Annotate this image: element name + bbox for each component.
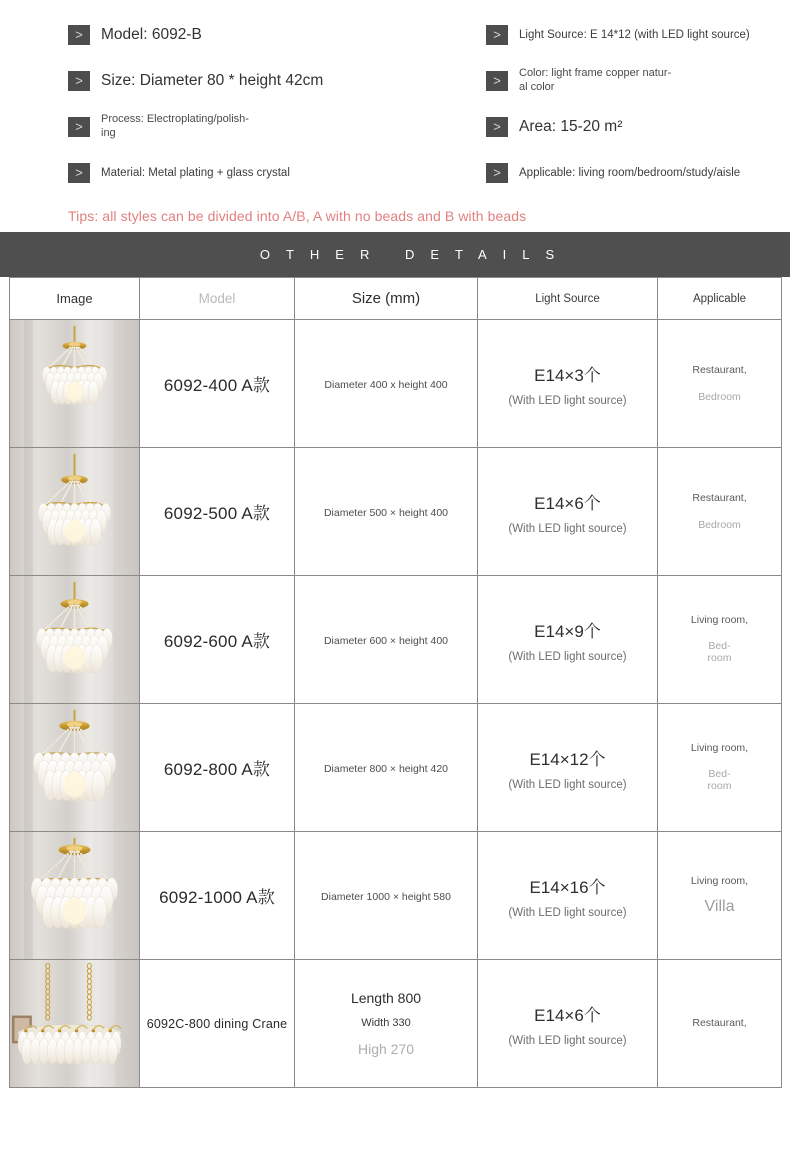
table-header-row bbox=[10, 278, 782, 320]
model-cell bbox=[140, 448, 295, 576]
column-header-model: Model bbox=[140, 278, 295, 320]
model-text: 6092C-800 dining Crane bbox=[146, 1016, 288, 1031]
details-table-wrap bbox=[0, 277, 790, 1088]
size-text: Diameter 600 × height 400 bbox=[323, 634, 449, 647]
spec-item-size bbox=[68, 58, 486, 104]
spec-material-text: Material: Metal plating + glass crystal bbox=[101, 166, 290, 179]
table-row bbox=[10, 320, 782, 448]
product-image-cell[interactable] bbox=[10, 576, 140, 704]
spec-light-source-text: Light Source: E 14*12 (with LED light source) bbox=[519, 28, 750, 41]
chandelier-6092-500-image bbox=[10, 448, 139, 575]
chevron-right-icon: > bbox=[68, 25, 90, 45]
chevron-right-icon: > bbox=[68, 163, 90, 183]
light-source-main: E14×6个 bbox=[534, 493, 601, 513]
model-cell bbox=[140, 832, 295, 960]
applicable-primary: Restaurant, bbox=[692, 1017, 747, 1030]
model-cell bbox=[140, 960, 295, 1088]
chevron-right-icon: > bbox=[486, 71, 508, 91]
applicable-cell bbox=[658, 448, 782, 576]
model-text: 6092-500 A款 bbox=[163, 504, 271, 523]
model-cell bbox=[140, 320, 295, 448]
light-source-cell bbox=[478, 704, 658, 832]
applicable-primary: Living room, bbox=[690, 613, 749, 626]
size-width: Width 330 bbox=[361, 1017, 411, 1029]
spec-process-text: Process: Electroplating/polish- ing bbox=[101, 113, 249, 139]
light-source-sub: (With LED light source) bbox=[508, 778, 627, 791]
size-length: Length 800 bbox=[350, 990, 422, 1006]
size-stack bbox=[295, 991, 477, 1056]
applicable-secondary: Bedroom bbox=[698, 518, 741, 531]
applicable-cell bbox=[658, 576, 782, 704]
column-header-applicable: Applicable bbox=[658, 278, 782, 320]
chevron-right-icon: > bbox=[486, 117, 508, 137]
applicable-cell bbox=[658, 832, 782, 960]
light-source-sub: (With LED light source) bbox=[508, 906, 627, 919]
light-source-sub: (With LED light source) bbox=[508, 522, 627, 535]
light-source-main: E14×9个 bbox=[534, 621, 601, 641]
chevron-right-icon: > bbox=[486, 25, 508, 45]
light-source-cell bbox=[478, 960, 658, 1088]
light-source-cell bbox=[478, 448, 658, 576]
applicable-cell bbox=[658, 704, 782, 832]
spec-item-model bbox=[68, 12, 486, 58]
column-header-image: Image bbox=[10, 278, 140, 320]
size-cell bbox=[295, 320, 478, 448]
applicable-primary: Restaurant, bbox=[692, 364, 747, 376]
model-text: 6092-800 A款 bbox=[163, 760, 271, 779]
light-source-cell bbox=[478, 320, 658, 448]
spec-size-text: Size: Diameter 80 * height 42cm bbox=[101, 72, 324, 90]
product-image-cell[interactable] bbox=[10, 832, 140, 960]
applicable-primary: Living room, bbox=[690, 741, 749, 754]
tips-note: Tips: all styles can be divided into A/B, A with no beads and B with beads bbox=[68, 208, 527, 224]
spec-item-material bbox=[68, 150, 486, 196]
spec-item-area bbox=[486, 104, 790, 150]
spec-item-applicable bbox=[486, 150, 790, 196]
light-source-main: E14×16个 bbox=[529, 877, 606, 897]
light-source-cell bbox=[478, 576, 658, 704]
spec-item-process bbox=[68, 104, 486, 150]
applicable-secondary: Bed- room bbox=[707, 768, 732, 792]
chandelier-6092C-800-dining-image bbox=[10, 960, 139, 1087]
applicable-primary: Restaurant, bbox=[692, 492, 747, 504]
light-source-sub: (With LED light source) bbox=[508, 394, 627, 407]
size-high: High 270 bbox=[357, 1041, 415, 1057]
spec-item-light-source bbox=[486, 12, 790, 58]
light-source-main: E14×12个 bbox=[529, 749, 606, 769]
table-row bbox=[10, 576, 782, 704]
table-row bbox=[10, 832, 782, 960]
applicable-secondary: Bed- room bbox=[707, 640, 732, 664]
model-cell bbox=[140, 704, 295, 832]
size-cell bbox=[295, 576, 478, 704]
spec-grid bbox=[0, 12, 790, 196]
size-text: Diameter 800 × height 420 bbox=[323, 762, 449, 775]
spec-area-text: Area: 15-20 m² bbox=[519, 118, 623, 136]
chandelier-6092-800-image bbox=[10, 704, 139, 831]
chevron-right-icon: > bbox=[486, 163, 508, 183]
table-row bbox=[10, 704, 782, 832]
product-image-cell[interactable] bbox=[10, 704, 140, 832]
table-row bbox=[10, 960, 782, 1088]
model-cell bbox=[140, 576, 295, 704]
product-image-cell[interactable] bbox=[10, 960, 140, 1088]
spec-applicable-text: Applicable: living room/bedroom/study/aisle bbox=[519, 166, 741, 179]
spec-item-color bbox=[486, 58, 790, 104]
table-row bbox=[10, 448, 782, 576]
chandelier-6092-400-image bbox=[10, 320, 139, 447]
light-source-sub: (With LED light source) bbox=[508, 1034, 627, 1047]
size-cell bbox=[295, 704, 478, 832]
chandelier-6092-600-image bbox=[10, 576, 139, 703]
chevron-right-icon: > bbox=[68, 117, 90, 137]
applicable-secondary: Bedroom bbox=[698, 390, 741, 403]
product-image-cell[interactable] bbox=[10, 320, 140, 448]
light-source-sub: (With LED light source) bbox=[508, 650, 627, 663]
size-text: Diameter 1000 × height 580 bbox=[321, 890, 451, 903]
spec-color-text: Color: light frame copper natur- al color bbox=[519, 67, 672, 93]
model-text: 6092-1000 A款 bbox=[159, 888, 275, 907]
size-cell bbox=[295, 448, 478, 576]
product-variants-table bbox=[9, 277, 782, 1088]
chandelier-6092-1000-image bbox=[10, 832, 139, 959]
light-source-main: E14×3个 bbox=[534, 365, 601, 385]
table-body bbox=[10, 320, 782, 1088]
applicable-secondary: Villa bbox=[704, 897, 735, 915]
model-text: 6092-400 A款 bbox=[163, 376, 271, 395]
size-text: Diameter 500 × height 400 bbox=[323, 506, 449, 519]
applicable-cell bbox=[658, 960, 782, 1088]
light-source-main: E14×6个 bbox=[534, 1005, 601, 1025]
model-text: 6092-600 A款 bbox=[163, 632, 271, 651]
size-cell bbox=[295, 960, 478, 1088]
column-header-size: Size (mm) bbox=[295, 278, 478, 320]
light-source-cell bbox=[478, 832, 658, 960]
column-header-light-source: Light Source bbox=[478, 278, 658, 320]
spec-model-text: Model: 6092-B bbox=[101, 26, 202, 44]
size-text: Diameter 400 x height 400 bbox=[324, 378, 448, 391]
size-cell bbox=[295, 832, 478, 960]
product-image-cell[interactable] bbox=[10, 448, 140, 576]
other-details-band: OTHER DETAILS bbox=[0, 232, 790, 277]
chevron-right-icon: > bbox=[68, 71, 90, 91]
applicable-cell bbox=[658, 320, 782, 448]
applicable-primary: Living room, bbox=[690, 875, 749, 888]
specification-block bbox=[0, 0, 790, 232]
